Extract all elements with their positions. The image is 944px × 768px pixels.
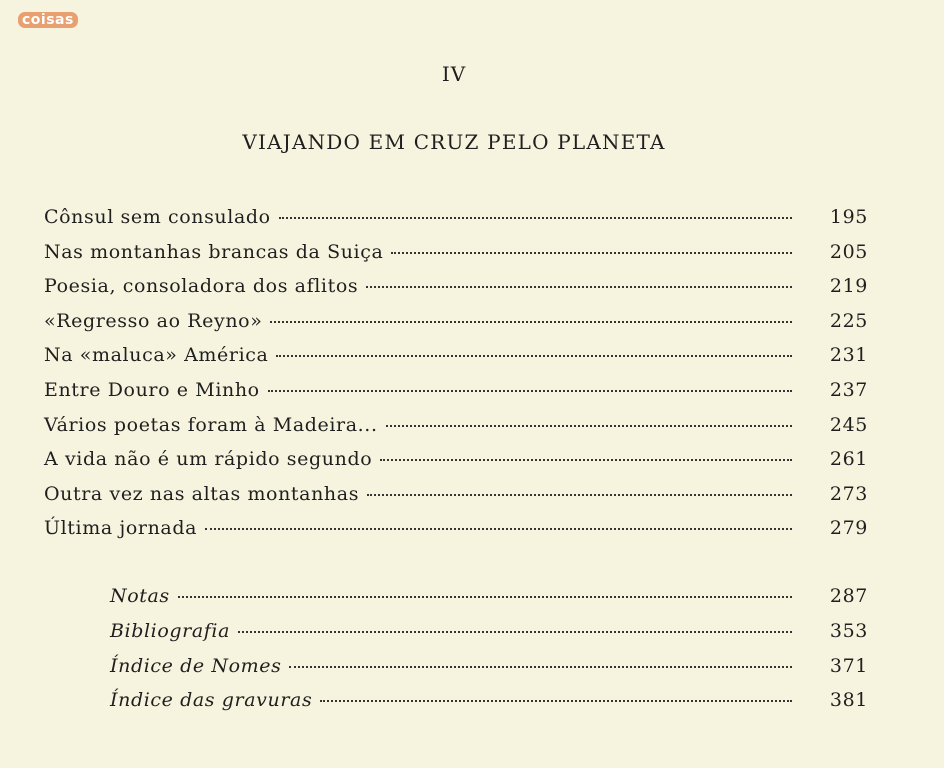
toc-entry-page: 261 (829, 448, 868, 471)
toc-entry[interactable] (44, 199, 868, 234)
toc-entry[interactable] (44, 234, 868, 269)
dot-leader (268, 368, 792, 392)
dot-leader (238, 609, 792, 633)
dot-leader (276, 333, 792, 357)
section-number: IV (441, 62, 467, 86)
back-matter-title: Índice de Nomes (110, 654, 282, 677)
toc-entry-title: Cônsul sem consulado (44, 206, 271, 228)
toc-entry[interactable] (44, 510, 868, 545)
back-matter-page: 371 (829, 654, 868, 677)
dot-leader (279, 195, 792, 219)
toc-entry-title: Nas montanhas brancas da Suiça (44, 240, 384, 263)
toc-entry-title: Na «maluca» América (44, 344, 269, 367)
dot-leader (178, 574, 792, 598)
toc-entry-page: 237 (829, 378, 868, 401)
section-title: VIAJANDO EM CRUZ PELO PLANETA (242, 130, 666, 154)
toc-entry[interactable] (44, 268, 868, 303)
toc-entry-title: Última jornada (44, 517, 198, 540)
back-matter-entry[interactable] (44, 613, 868, 648)
toc-entry[interactable] (44, 372, 868, 407)
toc-entry-title: Poesia, consoladora dos aflitos (44, 275, 359, 298)
dot-leader (205, 506, 792, 530)
toc-entry[interactable] (44, 476, 868, 511)
back-matter-title: Índice das gravuras (110, 689, 313, 712)
back-matter-entry[interactable] (44, 648, 868, 683)
table-of-contents (44, 199, 868, 545)
dot-leader (366, 264, 792, 288)
toc-entry-title: Vários poetas foram à Madeira... (44, 413, 378, 436)
back-matter-list (44, 578, 868, 717)
toc-entry-title: Outra vez nas altas montanhas (44, 482, 360, 505)
back-matter-title: Bibliografia (110, 619, 231, 642)
toc-entry-title: A vida não é um rápido segundo (44, 448, 373, 471)
back-matter-entry[interactable] (44, 682, 868, 717)
toc-entry[interactable] (44, 407, 868, 442)
toc-entry-page: 205 (829, 240, 868, 263)
toc-entry-page: 195 (829, 206, 868, 228)
toc-entry-page: 273 (829, 482, 868, 505)
back-matter-entry[interactable] (44, 578, 868, 613)
dot-leader (386, 403, 792, 427)
dot-leader (270, 299, 792, 323)
dot-leader (367, 472, 792, 496)
toc-entry-title: Entre Douro e Minho (44, 378, 260, 401)
dot-leader (289, 644, 792, 668)
dot-leader (380, 437, 792, 461)
toc-entry-page: 245 (829, 413, 868, 436)
toc-entry[interactable] (44, 337, 868, 372)
back-matter-page: 287 (829, 585, 868, 607)
back-matter-page: 353 (829, 619, 868, 642)
back-matter-title: Notas (110, 585, 170, 607)
dot-leader (391, 230, 792, 254)
toc-entry-page: 231 (829, 344, 868, 367)
toc-entry-page: 219 (829, 275, 868, 298)
back-matter-page: 381 (829, 689, 868, 712)
watermark-logo: coisas (18, 12, 78, 28)
toc-entry-page: 279 (829, 517, 868, 540)
toc-entry[interactable] (44, 441, 868, 476)
toc-entry[interactable] (44, 303, 868, 338)
toc-entry-page: 225 (829, 309, 868, 332)
dot-leader (320, 678, 792, 702)
toc-entry-title: «Regresso ao Reyno» (44, 309, 263, 332)
